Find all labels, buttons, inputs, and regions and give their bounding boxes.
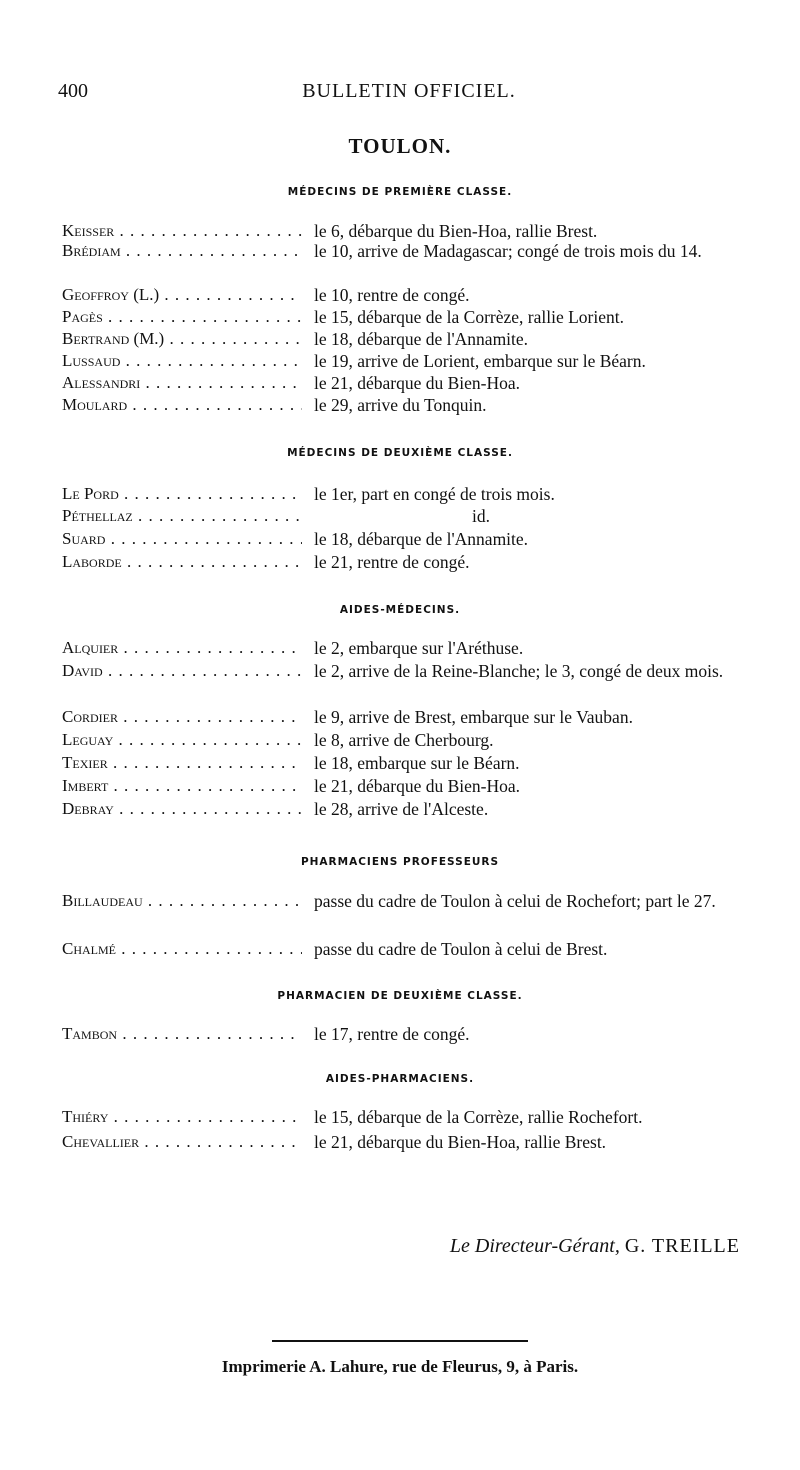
entry-text: le 6, débarque du Bien-Hoa, rallie Brest.: [314, 221, 598, 241]
entry-name: Péthellaz . . .: [62, 505, 302, 527]
list-item: [62, 752, 772, 774]
entry-name: Pagès . . .: [62, 306, 302, 328]
list-item: [62, 660, 772, 682]
entry-text: le 21, débarque du Bien-Hoa.: [314, 776, 521, 796]
entry-text: le 15, débarque de la Corrèze, rallie Lorient.: [314, 307, 624, 327]
entry-text: le 10, arrive de Madagascar; congé de trois mois du 14.: [314, 241, 702, 261]
entry-text: le 28, arrive de l'Alceste.: [314, 799, 489, 819]
entry-text: le 29, arrive du Tonquin.: [314, 395, 487, 415]
entry-text: le 21, rentre de congé.: [314, 552, 470, 572]
entry-name: Texier . . .: [62, 752, 302, 774]
section-title-pharmaciens-professeurs: PHARMACIENS PROFESSEURS: [300, 856, 500, 868]
list-item: [62, 306, 772, 328]
section-title-medecins-premiere-classe: MÉDECINS DE PREMIÈRE CLASSE.: [287, 186, 513, 198]
entry-text: le 18, embarque sur le Béarn.: [314, 753, 520, 773]
running-head: [58, 80, 760, 108]
entry-text: le 8, arrive de Cherbourg.: [314, 730, 494, 750]
entry-text: le 2, arrive de la Reine-Blanche; le 3, congé de deux mois.: [314, 661, 724, 681]
list-item: [62, 1131, 772, 1153]
entry-name: Moulard . . .: [62, 394, 302, 416]
entry-text: le 2, embarque sur l'Aréthuse.: [314, 638, 524, 658]
entry-name: Bertrand (M.) . . .: [62, 328, 302, 350]
signature: [450, 1235, 740, 1258]
signature-title: Le Directeur-Gérant,: [449, 1235, 620, 1257]
entry-name: Chevallier . . .: [62, 1131, 302, 1153]
list-item: [62, 637, 772, 659]
entry-text: le 21, débarque du Bien-Hoa, rallie Brest.: [314, 1132, 607, 1152]
list-item: [62, 350, 772, 372]
list-item: [62, 394, 772, 416]
section-title-aides-medecins: AIDES-MÉDECINS.: [339, 604, 461, 616]
entry-name: Billaudeau . . .: [62, 890, 302, 912]
list-item: [62, 1023, 772, 1045]
entry-name: Keisser . . .: [62, 220, 302, 242]
list-item: [62, 890, 772, 912]
list-item: [62, 798, 772, 820]
entry-name: Debray . . .: [62, 798, 302, 820]
list-item: [62, 729, 772, 751]
list-item: [62, 220, 772, 242]
entry-name: Geoffroy (L.) . . .: [62, 284, 302, 306]
city-heading: TOULON.: [348, 134, 452, 158]
list-item: [62, 328, 772, 350]
page-number: 400: [58, 80, 88, 102]
entry-text: le 15, débarque de la Corrèze, rallie Rochefort.: [314, 1107, 643, 1127]
entry-name: Leguay . . .: [62, 729, 302, 751]
entry-text: le 19, arrive de Lorient, embarque sur le Béarn.: [314, 351, 646, 371]
entry-text: le 9, arrive de Brest, embarque sur le Vauban.: [314, 707, 633, 727]
list-item: [62, 1106, 772, 1128]
entry-text: passe du cadre de Toulon à celui de Brest.: [314, 939, 608, 959]
list-item: [62, 505, 772, 527]
entry-name: Alquier . . .: [62, 637, 302, 659]
entry-text: id.: [472, 506, 490, 526]
entry-name: Brédiam . . .: [62, 240, 302, 262]
entry-name: Tambon . . .: [62, 1023, 302, 1045]
list-item: [62, 551, 772, 573]
list-item: [62, 775, 772, 797]
entry-text: le 10, rentre de congé.: [314, 285, 470, 305]
entry-name: Thiéry . . .: [62, 1106, 302, 1128]
entry-name: Imbert . . .: [62, 775, 302, 797]
list-item: [62, 528, 772, 550]
list-item: [62, 938, 772, 960]
section-title-medecins-deuxieme-classe: MÉDECINS DE DEUXIÈME CLASSE.: [287, 447, 513, 459]
entry-name: Chalmé . . .: [62, 938, 302, 960]
printer-line: Imprimerie A. Lahure, rue de Fleurus, 9, à Paris.: [221, 1357, 579, 1376]
entry-text: le 18, débarque de l'Annamite.: [314, 329, 529, 349]
entry-text: le 18, débarque de l'Annamite.: [314, 529, 529, 549]
entry-name: Suard . . .: [62, 528, 302, 550]
list-item: [62, 240, 772, 262]
entry-text: le 17, rentre de congé.: [314, 1024, 470, 1044]
section-title-pharmacien-deuxieme-classe: PHARMACIEN DE DEUXIÈME CLASSE.: [277, 990, 523, 1002]
entry-text: le 21, débarque du Bien-Hoa.: [314, 373, 521, 393]
section-title-aides-pharmaciens: AIDES-PHARMACIENS.: [325, 1073, 475, 1085]
entry-name: Alessandri . . .: [62, 372, 302, 394]
entry-name: Laborde . . .: [62, 551, 302, 573]
entry-text: le 1er, part en congé de trois mois.: [314, 484, 555, 504]
list-item: [62, 706, 772, 728]
list-item: [62, 483, 772, 505]
entry-name: Le Pord . . .: [62, 483, 302, 505]
entry-name: Cordier . . .: [62, 706, 302, 728]
entry-text: passe du cadre de Toulon à celui de Rochefort; part le 27.: [314, 891, 716, 911]
entry-name: David . . .: [62, 660, 302, 682]
list-item: [62, 284, 772, 306]
divider-rule: [272, 1340, 528, 1342]
entry-name: Lussaud . . .: [62, 350, 302, 372]
list-item: [62, 372, 772, 394]
signature-name: G. TREILLE: [624, 1235, 740, 1257]
journal-title: BULLETIN OFFICIEL.: [302, 80, 516, 102]
